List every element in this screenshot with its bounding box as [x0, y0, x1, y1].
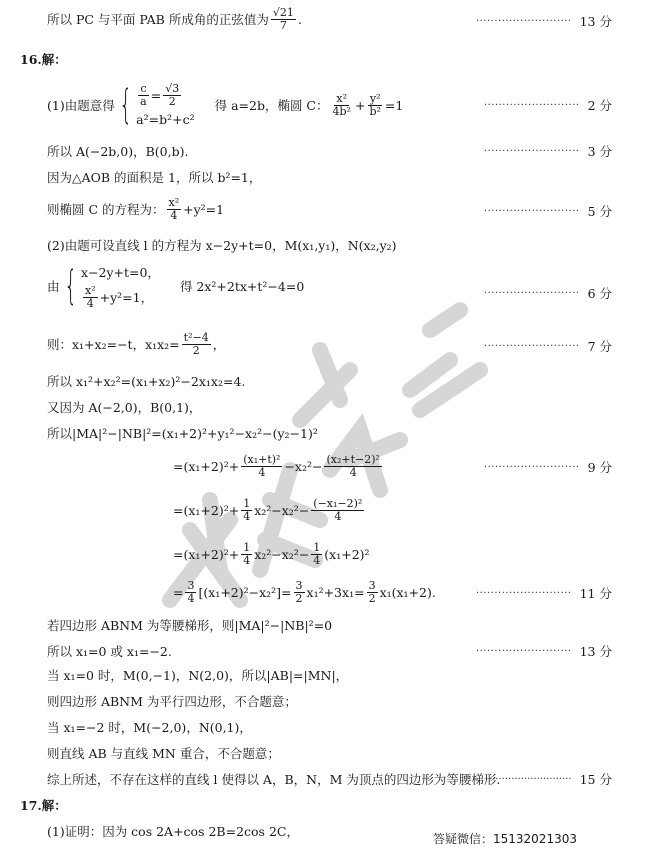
score-13b [476, 642, 612, 660]
leader-dots: ·························· [483, 461, 580, 473]
question-16-head [20, 50, 67, 68]
score-13a [476, 12, 612, 30]
term-x [167, 197, 182, 221]
score-label: 5 分 [587, 204, 612, 219]
score-3 [484, 142, 612, 160]
eq: = [150, 88, 162, 103]
den: 4 [349, 465, 357, 479]
score-label: 9 分 [587, 460, 612, 475]
question-number: 17. [20, 797, 42, 813]
text: 所以 A(−2b,0)，B(0,b). [47, 144, 189, 159]
term-y [367, 93, 382, 117]
system-row-1: x−2y+t=0， [80, 264, 160, 280]
sine-conclusion-line [47, 5, 302, 32]
frac-1 [241, 542, 252, 566]
prefix: 由 [47, 279, 60, 294]
points-line [47, 398, 201, 416]
ratio-ca [138, 83, 149, 107]
frac-2 [324, 454, 381, 478]
score-2 [484, 96, 612, 114]
leader-dots: ·························· [483, 340, 580, 352]
b: x₂²−x₂²− [254, 502, 310, 518]
b: −x₂²− [284, 458, 323, 474]
score-11 [476, 584, 612, 602]
score-label: 15 分 [579, 772, 612, 787]
text: 所以|MA|²−|NB|²=(x₁+2)²+y₁²−x₂²−(y₂−1)² [47, 426, 318, 441]
system-row-1 [136, 83, 194, 107]
text: 当 x₁=−2 时，M(−2,0)，N(0,1)， [47, 720, 252, 735]
frac-3 [367, 580, 378, 604]
sine-fraction [271, 7, 296, 31]
question-number: 16. [20, 51, 42, 67]
den: 4 [243, 553, 251, 567]
score-label: 2 分 [587, 98, 612, 113]
x1-values [47, 642, 172, 660]
expand-step-2 [173, 492, 366, 528]
leader-dots: ·························· [488, 773, 572, 785]
score-label: 6 分 [587, 286, 612, 301]
rest: +y²=1， [99, 290, 154, 305]
ellipse-setup-line [47, 78, 403, 132]
mid-text: 得 2x²+2tx+t²−4=0 [179, 279, 305, 294]
product-fraction [182, 332, 211, 356]
score-9 [484, 458, 612, 476]
prefix: 则：x₁+x₂=−t，x₁x₂= [47, 337, 180, 352]
num: 3 [368, 578, 376, 592]
sum-squares-line [47, 372, 245, 390]
num: 3 [295, 578, 303, 592]
leader-dots: ·························· [475, 587, 572, 599]
den: 4b² [332, 104, 351, 118]
num: 1 [243, 496, 251, 510]
frac-1 [185, 580, 196, 604]
text: (2)由题可设直线 l 的方程为 x−2y+t=0，M(x₁,y₁)，N(x₂,y₂) [47, 238, 397, 253]
frac-2 [311, 498, 364, 522]
conclusion-line [47, 770, 500, 788]
text: 则直线 AB 与直线 MN 重合，不合题意； [47, 746, 280, 761]
den: 4 [313, 553, 321, 567]
score-label: 13 分 [579, 644, 612, 659]
den: 4 [170, 208, 178, 222]
mid-text: 得 a=2b，椭圆 C： [214, 98, 329, 113]
score-label: 3 分 [587, 144, 612, 159]
system-row-2 [81, 285, 160, 309]
leader-dots: ·························· [483, 287, 580, 299]
num: √3 [165, 82, 180, 96]
text: 所以 x₁²+x₂²=(x₁+x₂)²−2x₁x₂=4. [47, 374, 246, 389]
question-17-head [20, 796, 67, 814]
score-7 [484, 337, 612, 355]
score-label: 13 分 [579, 14, 612, 29]
den: 4 [187, 591, 195, 605]
coincide-line [47, 744, 280, 762]
num: t²−4 [183, 330, 209, 344]
solution-label: 解： [41, 52, 67, 67]
tail: ， [212, 337, 226, 352]
text: 则四边形 ABNM 为平行四边形，不合题意； [47, 694, 297, 709]
trapezoid-condition [47, 616, 332, 634]
den: 4 [243, 509, 251, 523]
frac-1 [241, 498, 252, 522]
leader-dots: ·························· [483, 205, 580, 217]
score-15 [489, 770, 612, 788]
leader-dots: ·························· [483, 145, 580, 157]
score-5 [484, 202, 612, 220]
b: [(x₁+2)²−x₂²]= [198, 584, 292, 600]
system-line [47, 258, 304, 314]
num: x² [168, 195, 180, 209]
a: = [173, 584, 184, 600]
den: 2 [168, 95, 176, 108]
eq1: =1 [384, 97, 404, 113]
num: c [140, 82, 147, 96]
frac-den: 7 [279, 18, 287, 32]
proof-start-line [47, 822, 299, 840]
left-brace-icon: { [119, 82, 132, 128]
area-line [47, 168, 261, 186]
tail: . [297, 11, 302, 27]
den: 2 [368, 591, 376, 605]
c: x₁²+3x₁= [306, 584, 365, 600]
c: (x₁+2)² [324, 546, 370, 562]
text: 因为△AOB 的面积是 1，所以 b²=1， [47, 170, 262, 185]
frac-num: √21 [272, 5, 294, 19]
leader-dots: ·························· [483, 99, 580, 111]
a: =(x₁+2)²+ [173, 458, 240, 474]
plus: + [354, 97, 366, 113]
points-ab-line [47, 142, 188, 160]
case-x1-0 [47, 666, 348, 684]
distance-diff-line [47, 424, 318, 442]
num: (−x₁−2)² [313, 496, 363, 510]
d: x₁(x₁+2). [379, 584, 436, 600]
leader-dots: ·························· [475, 645, 572, 657]
frac-1 [241, 454, 282, 478]
leader-dots: ·························· [475, 15, 572, 27]
prefix: (1)由题意得 [47, 98, 115, 113]
equation-system [81, 263, 160, 309]
expand-step-3 [173, 536, 370, 572]
score-label: 11 分 [579, 586, 612, 601]
text: (1)证明：因为 cos 2A+cos 2B=2cos 2C， [47, 824, 299, 839]
a: =(x₁+2)²+ [173, 546, 240, 562]
text: 又因为 A(−2,0)，B(0,1)， [47, 400, 202, 415]
contact-footer: 答疑微信：15132021303 [433, 832, 577, 846]
expand-step-1 [173, 448, 384, 484]
num: x² [84, 283, 96, 297]
score-label: 7 分 [587, 339, 612, 354]
text: 当 x₁=0 时，M(0,−1)，N(2,0)，所以|AB|=|MN|， [47, 668, 349, 683]
den: a [140, 95, 147, 108]
system-row-2: a²=b²+c² [136, 111, 195, 127]
frac-2 [311, 542, 322, 566]
vieta-line [47, 328, 225, 360]
num: x² [336, 91, 348, 105]
den: 2 [192, 343, 200, 357]
equation-system [136, 83, 194, 126]
num: y² [369, 91, 381, 105]
num: 3 [187, 578, 195, 592]
parallelogram-line [47, 692, 297, 710]
num: 1 [313, 540, 321, 554]
num: (x₁+t)² [243, 452, 281, 466]
ratio-sqrt3 [163, 83, 181, 107]
text: 若四边形 ABNM 为等腰梯形，则|MA|²−|NB|²=0 [47, 618, 333, 633]
den: b² [369, 104, 381, 118]
den: 2 [295, 591, 303, 605]
term-x [331, 93, 353, 117]
text: 所以 x₁=0 或 x₁=−2. [47, 644, 172, 659]
rest: +y²=1 [183, 201, 225, 217]
num: (x₂+t−2)² [326, 452, 380, 466]
case-x1-neg2 [47, 718, 252, 736]
num: 1 [243, 540, 251, 554]
solution-label: 解： [41, 798, 67, 813]
den: 4 [334, 509, 342, 523]
prefix: 则椭圆 C 的方程为： [47, 202, 165, 217]
den: 4 [258, 465, 266, 479]
a: =(x₁+2)²+ [173, 502, 240, 518]
left-brace-icon: { [63, 263, 77, 309]
b: x₂²−x₂²− [254, 546, 310, 562]
expand-step-4 [173, 574, 436, 610]
text: 综上所述，不存在这样的直线 l 使得以 A，B，N，M 为顶点的四边形为等腰梯形. [47, 772, 501, 787]
term-x [83, 285, 98, 309]
line-l-setup [47, 236, 397, 254]
score-6 [484, 284, 612, 302]
sine-text: 所以 PC 与平面 PAB 所成角的正弦值为 [47, 12, 269, 27]
frac-2 [294, 580, 305, 604]
ellipse-equation-line [47, 194, 224, 224]
den: 4 [86, 296, 94, 310]
